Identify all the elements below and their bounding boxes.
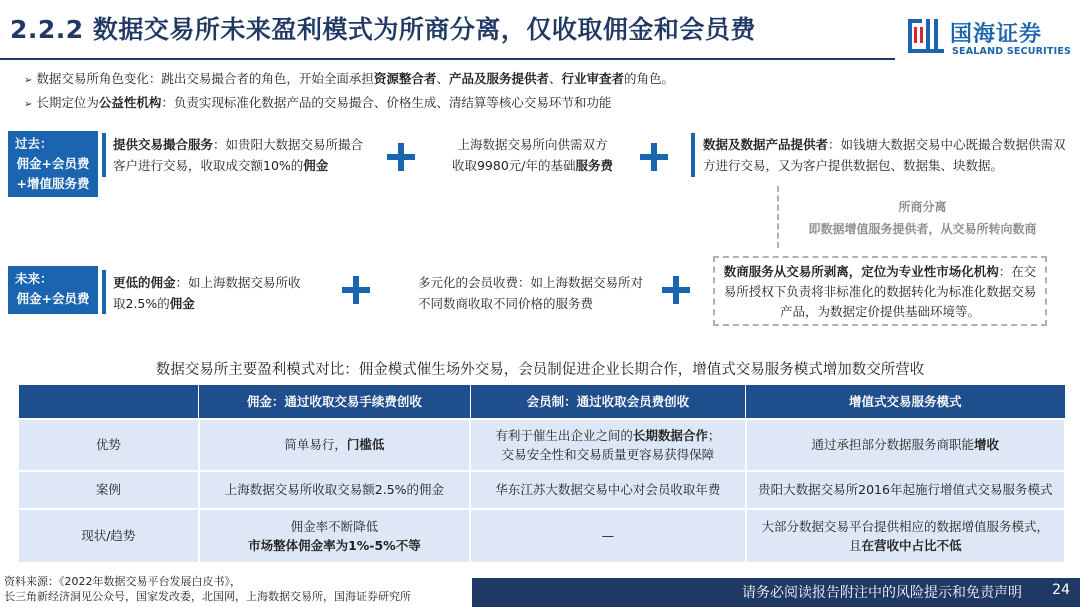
table-row — [18, 419, 1065, 471]
table-row-label: 优势 — [18, 419, 199, 471]
logo-chinese-text: 国海证券 — [950, 22, 1043, 47]
company-logo — [906, 15, 1072, 63]
source-note: 资料来源：《2022年数据交易平台发展白皮书》， 长三角新经济洞见公众号，国家发改委，北国网，上海数据交易所，国海证券研究所 — [4, 575, 411, 603]
table-cell: 通过承担部分数据服务商职能增收 — [746, 419, 1065, 471]
logo-english-text: SEALAND SECURITIES — [952, 46, 1072, 57]
sealand-logo-icon — [906, 15, 946, 57]
plus-icon — [662, 276, 690, 304]
table-caption: 数据交易所主要盈利模式对比：佣金模式催生场外交易，会员制促进企业长期合作，增值式交易服务模式增加数交所营收 — [155, 362, 925, 378]
future-dashed-box: 数商服务从交易所剥离，定位为专业性市场化机构：在交易所授权下负责将非标准化的数据转化为标准化数据交易产品，为数据定价提供基础环境等。 — [713, 256, 1047, 326]
table-header-cell — [18, 385, 199, 419]
plus-icon — [342, 276, 370, 304]
bullet-list — [24, 68, 674, 116]
table-header-cell: 佣金：通过收取交易手续费创收 — [199, 385, 471, 419]
future-tag: 未来： 佣金+会员费 — [8, 266, 98, 314]
table-cell: 贵阳大数据交易所2016年起施行增值式交易服务模式 — [746, 471, 1065, 509]
bullet-role-change: ➢ 数据交易所角色变化：跳出交易撮合者的角色，开始全面承担资源整合者、产品及服务提供者、行业审查者的角色。 — [24, 71, 674, 86]
future-item1-bar — [102, 270, 106, 314]
plus-icon — [387, 143, 415, 171]
title-divider — [0, 58, 895, 60]
table-row-label: 现状/趋势 — [18, 509, 199, 563]
future-item-membership: 多元化的会员收费：如上海数据交易所对不同数商收取不同价格的服务费 — [418, 275, 644, 311]
separation-note: 所商分离 即数据增值服务提供者，从交易所转向数商 — [808, 200, 1037, 236]
table-header-cell: 增值式交易服务模式 — [746, 385, 1065, 419]
table-cell: 上海数据交易所收取交易额2.5%的佣金 — [199, 471, 471, 509]
past-tag: 过去： 佣金+会员费 +增值服务费 — [8, 131, 98, 197]
page-number: 24 — [1052, 582, 1070, 598]
past-item-matching-service: 提供交易撮合服务：如贵阳大数据交易所撮合客户进行交易，收取成交额10%的佣金 — [113, 137, 364, 173]
page-title: 2.2.2 数据交易所未来盈利模式为所商分离，仅收取佣金和会员费 — [10, 15, 756, 44]
arrow-bullet-icon: ➢ — [24, 99, 33, 110]
table-cell: 佣金率不断降低 市场整体佣金率为1%-5%不等 — [199, 509, 471, 563]
table-header-row — [18, 385, 1065, 419]
table-row-label: 案例 — [18, 471, 199, 509]
plus-icon — [640, 143, 668, 171]
past-item1-bar — [102, 133, 106, 177]
table-cell: 华东江苏大数据交易中心对会员收取年费 — [470, 471, 745, 509]
arrow-bullet-icon: ➢ — [24, 75, 33, 86]
table-cell: 简单易行，门槛低 — [199, 419, 471, 471]
separation-dashed-line — [777, 186, 779, 248]
comparison-table — [17, 384, 1066, 564]
table-row — [18, 471, 1065, 509]
past-item-data-provider: 数据及数据产品提供者：如钱塘大数据交易中心既撮合数据供需双方进行交易，又为客户提供数据包、数据集、块数据。 — [703, 137, 1066, 173]
future-item-lower-commission: 更低的佣金：如上海数据交易所收取2.5%的佣金 — [113, 275, 301, 311]
table-header-cell: 会员制：通过收取会员费创收 — [470, 385, 745, 419]
bullet-long-term: ➢ 长期定位为公益性机构：负责实现标准化数据产品的交易撮合、价格生成、清结算等核心交易环节和功能 — [24, 95, 612, 110]
table-cell: 有利于催生出企业之间的长期数据合作； 交易安全性和交易质量更容易获得保障 — [470, 419, 745, 471]
disclaimer-text: 请务必阅读报告附注中的风险提示和免责声明 — [742, 585, 1022, 601]
table-row — [18, 509, 1065, 563]
past-item3-bar — [691, 133, 695, 177]
table-cell: — — [470, 509, 745, 563]
table-cell: 大部分数据交易平台提供相应的数据增值服务模式， 且在营收中占比不低 — [746, 509, 1065, 563]
footer-bar — [472, 578, 1080, 607]
past-item-service-fee: 上海数据交易所向供需双方 收取9980元/年的基础服务费 — [451, 137, 614, 173]
